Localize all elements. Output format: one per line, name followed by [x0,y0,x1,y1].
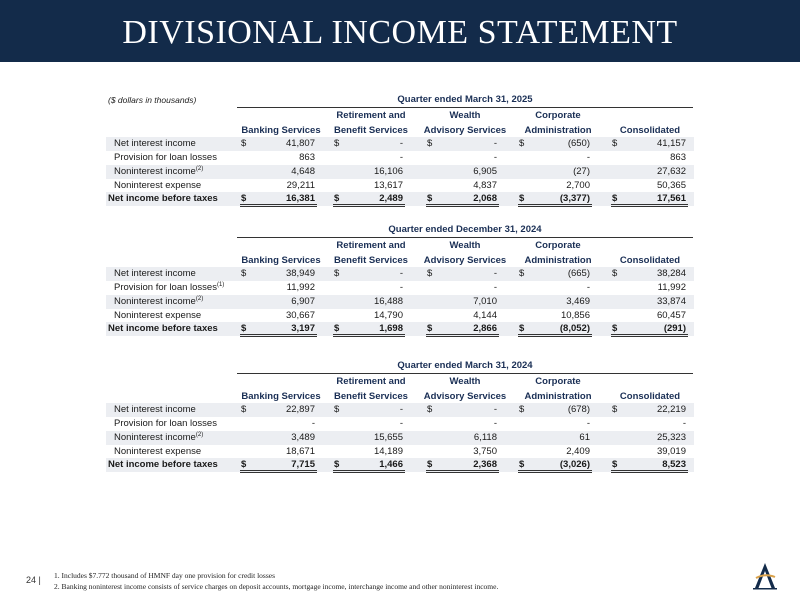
value-cell: 8,523 [662,459,686,470]
column-header-line2: Benefit Services [334,391,408,402]
value-cell: 7,715 [291,459,315,470]
row-label [108,323,218,334]
column-header [420,108,510,138]
dollar-sign: $ [427,193,433,204]
total-underline [240,333,317,337]
column-header-line1: Corporate [535,240,581,251]
column-header-line1: Corporate [535,376,581,387]
column-header-line2: Benefit Services [334,255,408,266]
column-header-line2: Consolidated [619,391,681,402]
row-label-text: Noninterest expense [114,179,202,191]
total-underline [426,203,499,207]
dollar-sign: $ [334,193,340,204]
row-label [114,296,203,307]
dollar-sign: $ [612,323,618,334]
value-cell: 16,381 [285,193,315,204]
value-cell: - [311,417,315,429]
value-cell: - [493,151,497,163]
value-cell: 38,284 [656,268,686,279]
dollar-sign: $ [427,459,433,470]
period-heading: Quarter ended March 31, 2024 [397,360,533,371]
total-underline [611,203,688,207]
row-label-text: Provision for loan losses [114,151,217,163]
column-header-line2: Advisory Services [423,255,507,266]
dollar-sign: $ [612,459,618,470]
value-cell: 27,632 [656,165,686,177]
dollar-sign: $ [519,138,525,149]
footnote-ref: (1) [216,281,225,288]
value-cell: (650) [567,138,590,149]
value-cell: 22,897 [285,404,315,415]
column-header [326,238,416,268]
value-cell: - [682,417,686,429]
period-heading: Quarter ended March 31, 2025 [397,94,533,105]
column-header-line2: Consolidated [619,255,681,266]
value-cell: 33,874 [656,295,686,307]
value-cell: - [399,404,403,415]
value-cell: - [493,404,497,415]
total-underline [333,469,405,473]
row-label [114,418,217,429]
value-cell: 6,907 [291,295,315,307]
column-header-line1 [605,108,695,123]
column-header-line1: Wealth [449,240,481,251]
row-label [108,459,218,470]
dollar-sign: $ [612,268,618,279]
dollar-sign: $ [427,323,433,334]
company-logo-icon [750,561,780,591]
value-cell: 14,790 [373,309,403,321]
dollar-sign: $ [519,268,525,279]
value-cell: - [493,268,497,279]
value-cell: 1,698 [379,323,403,334]
total-underline [333,333,405,337]
value-cell: 863 [670,151,686,163]
row-label [108,193,218,204]
row-label-text: Noninterest expense [114,445,202,457]
value-cell: - [399,268,403,279]
value-cell: 50,365 [656,179,686,191]
value-cell: 6,118 [473,431,497,443]
column-header [420,374,510,404]
footnote-ref: (2) [195,431,204,438]
row-label [114,310,201,321]
row-label-text: Noninterest income [114,165,196,177]
value-cell: 61 [579,431,590,443]
value-cell: - [399,281,403,293]
column-header-line2: Administration [524,255,592,266]
value-cell: 29,211 [286,179,315,191]
dollar-sign: $ [334,323,340,334]
value-cell: 3,197 [291,323,315,334]
row-label [114,432,203,443]
dollar-sign: $ [427,268,433,279]
value-cell: 14,189 [373,445,403,457]
value-cell: 30,667 [285,309,315,321]
column-header-line2: Advisory Services [423,125,507,136]
row-label-text: Net interest income [114,138,196,149]
value-cell: 16,488 [373,295,403,307]
value-cell: (291) [663,323,686,334]
value-cell: (665) [567,268,590,279]
value-cell: 15,655 [373,431,403,443]
value-cell: - [493,138,497,149]
dollar-sign: $ [241,404,247,415]
dollar-sign: $ [612,138,618,149]
dollar-sign: $ [612,404,618,415]
value-cell: 2,409 [566,445,590,457]
value-cell: 3,750 [473,445,497,457]
row-label [114,268,196,279]
column-header-line1 [236,374,326,389]
column-header-line2: Banking Services [241,391,321,402]
row-label [114,446,201,457]
row-label-text: Noninterest income [114,431,196,443]
value-cell: 18,671 [285,445,315,457]
title-banner [0,0,800,62]
value-cell: (678) [567,404,590,415]
row-label [114,138,196,149]
value-cell: (3,377) [559,193,590,204]
dollar-sign: $ [241,459,247,470]
value-cell: 3,469 [566,295,590,307]
dollar-sign: $ [241,138,247,149]
column-header [236,374,326,404]
dollar-sign: $ [519,323,525,334]
dollar-sign: $ [241,193,247,204]
column-header-line2: Benefit Services [334,125,408,136]
value-cell: 863 [299,151,315,163]
value-cell: 22,219 [656,404,686,415]
value-cell: 6,905 [473,165,497,177]
total-underline [518,333,592,337]
row-label [114,282,224,293]
value-cell: 2,368 [473,459,497,470]
column-header [513,238,603,268]
value-cell: 1,466 [379,459,403,470]
column-header [420,238,510,268]
row-label [114,180,201,191]
value-cell: 2,866 [473,323,497,334]
units-note: ($ dollars in thousands) [108,95,197,105]
row-label [114,152,217,163]
footnote-2: 2. Banking noninterest income consists of service charges on deposit accounts, mortgage income, interchange income and other noninterest income. [54,582,499,591]
column-header-line1: Wealth [449,110,481,121]
dollar-sign: $ [427,404,433,415]
column-header-line2: Consolidated [619,125,681,136]
column-header [605,238,695,268]
column-header [513,374,603,404]
value-cell: (27) [573,165,590,177]
row-label-text: Net interest income [114,268,196,279]
value-cell: (3,026) [559,459,590,470]
value-cell: 39,019 [656,445,686,457]
column-header [513,108,603,138]
value-cell: 41,807 [285,138,315,149]
total-underline [518,469,592,473]
column-header [236,238,326,268]
value-cell: 4,648 [291,165,315,177]
total-underline [518,203,592,207]
value-cell: - [493,417,497,429]
column-header-line1: Wealth [449,376,481,387]
footnote-ref: (2) [195,165,204,172]
total-underline [611,333,688,337]
total-underline [426,333,499,337]
total-underline [426,469,499,473]
row-label-text: Net interest income [114,404,196,415]
column-header-line2: Banking Services [241,255,321,266]
value-cell: 11,992 [286,281,315,293]
value-cell: - [586,281,590,293]
total-underline [333,203,405,207]
column-header-line1 [236,238,326,253]
value-cell: 60,457 [656,309,686,321]
value-cell: 10,856 [560,309,590,321]
dollar-sign: $ [334,404,340,415]
footnote-1: 1. Includes $7.772 thousand of HMNF day one provision for credit losses [54,571,276,580]
row-label-text: Net income before taxes [108,193,218,204]
column-header [326,374,416,404]
dollar-sign: $ [519,193,525,204]
value-cell: 13,617 [373,179,403,191]
column-header-line1: Retirement and [336,376,406,387]
row-label-text: Noninterest expense [114,309,202,321]
row-label-text: Provision for loan losses [114,417,217,429]
total-underline [240,469,317,473]
value-cell: - [399,151,403,163]
page-title: DIVISIONAL INCOME STATEMENT [122,14,678,51]
dollar-sign: $ [334,459,340,470]
value-cell: 41,157 [656,138,686,149]
total-underline [611,469,688,473]
value-cell: 25,323 [656,431,686,443]
value-cell: 38,949 [285,268,315,279]
column-header-line2: Administration [524,391,592,402]
dollar-sign: $ [334,138,340,149]
row-label-text: Net income before taxes [108,459,218,470]
value-cell: - [586,151,590,163]
value-cell: - [399,417,403,429]
column-header-line1: Corporate [535,110,581,121]
row-label [114,404,196,415]
row-label-text: Provision for loan losses [114,281,217,293]
footnotes [54,570,498,592]
value-cell: 4,837 [473,179,497,191]
value-cell: 16,106 [373,165,403,177]
dollar-sign: $ [334,268,340,279]
dollar-sign: $ [519,459,525,470]
column-header [236,108,326,138]
column-header [605,374,695,404]
page-number: 24 | [26,575,41,585]
dollar-sign: $ [519,404,525,415]
period-heading: Quarter ended December 31, 2024 [388,224,542,235]
column-header-line1: Retirement and [336,110,406,121]
column-header-line2: Administration [524,125,592,136]
value-cell: 7,010 [473,295,497,307]
value-cell: 11,992 [657,281,686,293]
row-label [114,166,203,177]
value-cell: 2,489 [379,193,403,204]
column-header-line2: Advisory Services [423,391,507,402]
column-header-line1 [605,238,695,253]
value-cell: (8,052) [559,323,590,334]
column-header-line1 [605,374,695,389]
dollar-sign: $ [241,323,247,334]
column-header-line1 [236,108,326,123]
value-cell: - [493,281,497,293]
column-header-line1: Retirement and [336,240,406,251]
value-cell: 3,489 [291,431,315,443]
column-header-line2: Banking Services [241,125,321,136]
dollar-sign: $ [241,268,247,279]
row-label-text: Noninterest income [114,295,196,307]
value-cell: 4,144 [473,309,497,321]
value-cell: 2,068 [473,193,497,204]
value-cell: - [399,138,403,149]
value-cell: 17,561 [656,193,686,204]
row-label-text: Net income before taxes [108,323,218,334]
dollar-sign: $ [427,138,433,149]
value-cell: 2,700 [566,179,590,191]
total-underline [240,203,317,207]
dollar-sign: $ [612,193,618,204]
column-header [605,108,695,138]
value-cell: - [586,417,590,429]
column-header [326,108,416,138]
footnote-ref: (2) [195,295,204,302]
